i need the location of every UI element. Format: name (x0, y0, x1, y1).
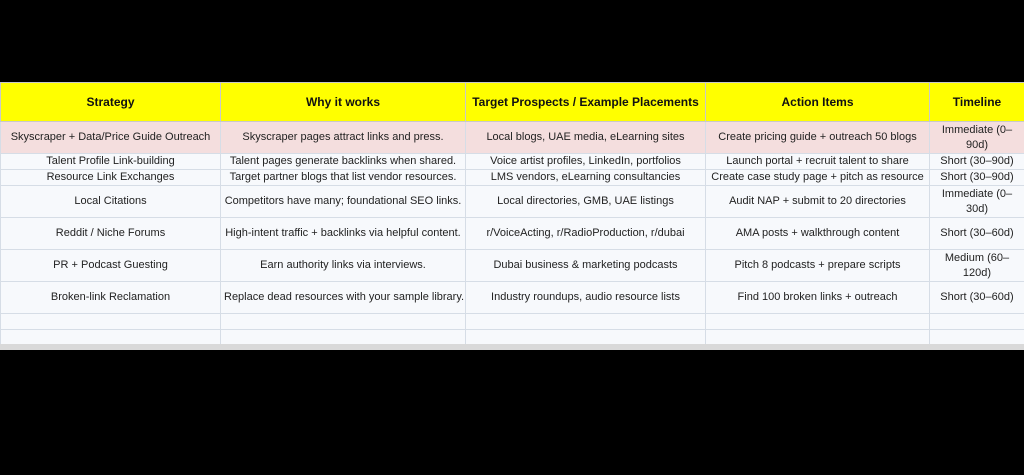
header-why-it-works: Why it works (221, 83, 466, 122)
header-target-prospects: Target Prospects / Example Placements (466, 83, 706, 122)
cell-target: Industry roundups, audio resource lists (466, 282, 706, 314)
cell-why: Target partner blogs that list vendor resources. (221, 170, 466, 186)
table-row (1, 250, 1024, 282)
cell-strategy: Skyscraper + Data/Price Guide Outreach (1, 122, 221, 154)
cell-action: Audit NAP + submit to 20 directories (706, 186, 930, 218)
cell-timeline: Short (30–60d) (930, 282, 1024, 314)
table-row (1, 170, 1024, 186)
cell-why: Skyscraper pages attract links and press. (221, 122, 466, 154)
cell-empty (1, 314, 221, 330)
cell-action: Create case study page + pitch as resource (706, 170, 930, 186)
cell-timeline: Medium (60–120d) (930, 250, 1024, 282)
header-strategy: Strategy (1, 83, 221, 122)
cell-target: Local blogs, UAE media, eLearning sites (466, 122, 706, 154)
cell-empty (706, 314, 930, 330)
cell-target: LMS vendors, eLearning consultancies (466, 170, 706, 186)
cell-strategy: Resource Link Exchanges (1, 170, 221, 186)
cell-target: r/VoiceActing, r/RadioProduction, r/dubai (466, 218, 706, 250)
header-timeline: Timeline (930, 83, 1024, 122)
cell-why: Competitors have many; foundational SEO links. (221, 186, 466, 218)
cell-action: Create pricing guide + outreach 50 blogs (706, 122, 930, 154)
cell-why: Earn authority links via interviews. (221, 250, 466, 282)
cell-timeline: Short (30–90d) (930, 170, 1024, 186)
cell-target: Local directories, GMB, UAE listings (466, 186, 706, 218)
cell-strategy: Reddit / Niche Forums (1, 218, 221, 250)
table-row-empty (1, 314, 1024, 330)
cell-action: Find 100 broken links + outreach (706, 282, 930, 314)
cell-timeline: Immediate (0–30d) (930, 186, 1024, 218)
cell-action: AMA posts + walkthrough content (706, 218, 930, 250)
cell-why: Replace dead resources with your sample library. (221, 282, 466, 314)
cell-strategy: PR + Podcast Guesting (1, 250, 221, 282)
cell-why: Talent pages generate backlinks when shared. (221, 154, 466, 170)
cell-action: Pitch 8 podcasts + prepare scripts (706, 250, 930, 282)
header-action-items: Action Items (706, 83, 930, 122)
cell-timeline: Immediate (0–90d) (930, 122, 1024, 154)
strategy-table (0, 82, 1024, 346)
cell-timeline: Short (30–60d) (930, 218, 1024, 250)
sheet-bottom-edge (0, 344, 1024, 350)
table-row (1, 282, 1024, 314)
cell-strategy: Talent Profile Link-building (1, 154, 221, 170)
cell-empty (466, 314, 706, 330)
cell-strategy: Broken-link Reclamation (1, 282, 221, 314)
cell-target: Voice artist profiles, LinkedIn, portfolios (466, 154, 706, 170)
header-row (1, 83, 1024, 122)
table-row (1, 154, 1024, 170)
cell-empty (930, 314, 1024, 330)
cell-strategy: Local Citations (1, 186, 221, 218)
cell-timeline: Short (30–90d) (930, 154, 1024, 170)
table-row (1, 122, 1024, 154)
cell-why: High-intent traffic + backlinks via helpful content. (221, 218, 466, 250)
cell-target: Dubai business & marketing podcasts (466, 250, 706, 282)
spreadsheet (0, 82, 1024, 350)
cell-action: Launch portal + recruit talent to share (706, 154, 930, 170)
table-row (1, 218, 1024, 250)
cell-empty (221, 314, 466, 330)
table-row (1, 186, 1024, 218)
